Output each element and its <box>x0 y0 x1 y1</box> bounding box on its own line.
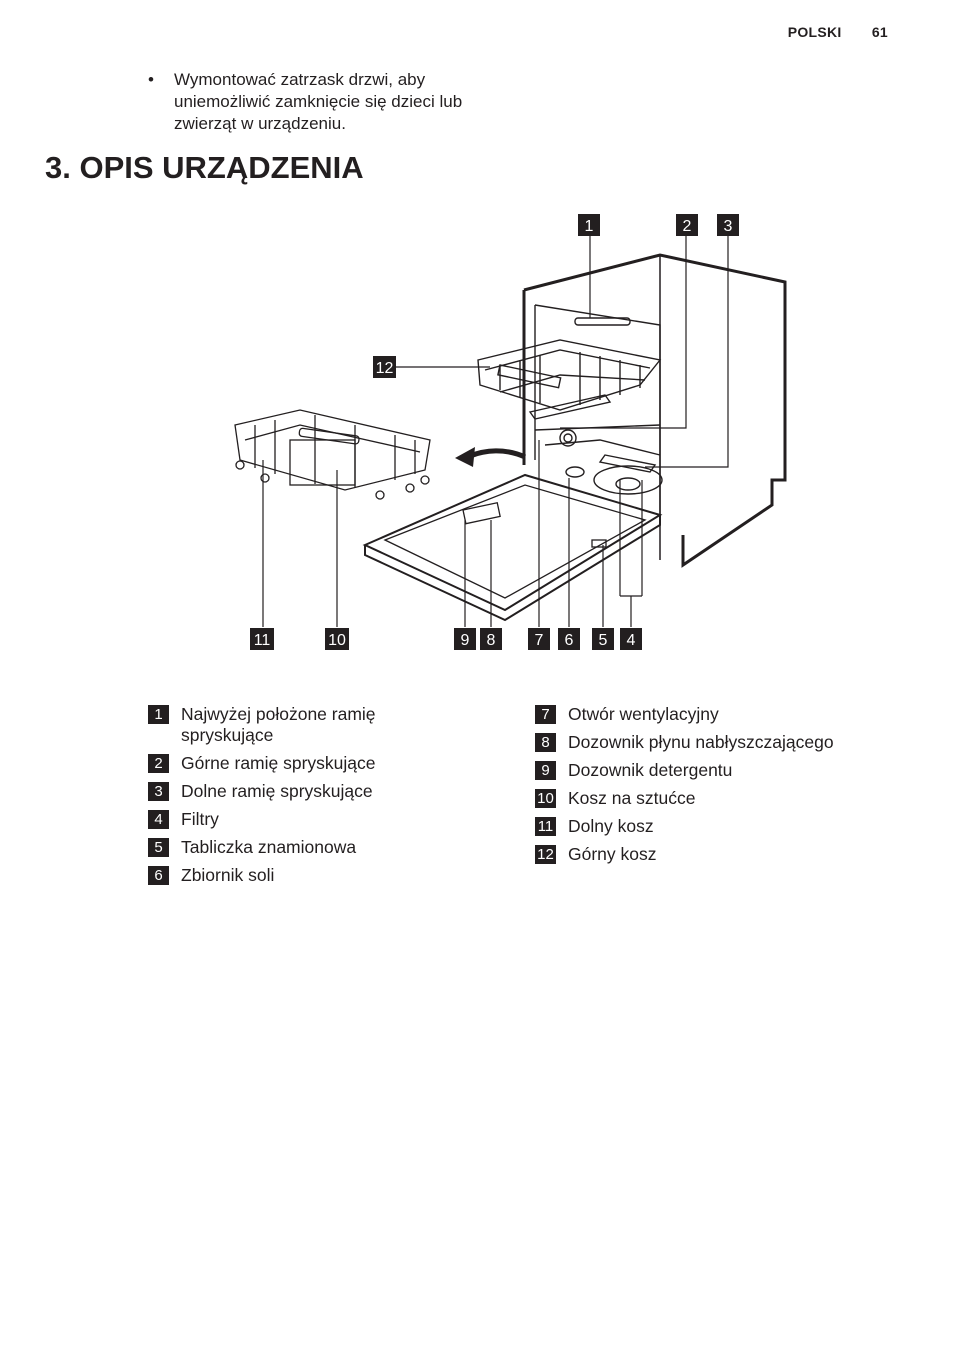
lower-basket <box>235 410 430 499</box>
svg-text:3: 3 <box>723 218 733 235</box>
legend-item-11 <box>535 816 895 837</box>
legend-text: Otwór wentylacyjny <box>568 704 719 724</box>
callout-3 <box>717 214 739 236</box>
legend-number: 6 <box>148 866 169 885</box>
legend-number: 3 <box>148 782 169 801</box>
legend-number: 8 <box>535 733 556 752</box>
legend-number: 5 <box>148 838 169 857</box>
legend-item-6 <box>148 865 448 886</box>
legend-item-1 <box>148 704 448 746</box>
legend-number: 7 <box>535 705 556 724</box>
leader-lines <box>263 234 728 627</box>
svg-text:7: 7 <box>534 632 544 649</box>
callout-12 <box>373 356 396 378</box>
page-number: 61 <box>871 24 888 40</box>
callout-2 <box>676 214 698 236</box>
legend-text: Dolne ramię spryskujące <box>181 781 373 801</box>
dishwasher-diagram <box>0 200 954 660</box>
legend-item-8 <box>535 732 895 753</box>
legend-text: Górny kosz <box>568 844 657 864</box>
legend-item-3 <box>148 781 448 802</box>
callout-5 <box>592 628 614 650</box>
legend-item-10 <box>535 788 895 809</box>
callout-1 <box>578 214 600 236</box>
callout-11 <box>250 628 274 650</box>
legend-text: Tabliczka znamionowa <box>181 837 357 857</box>
legend-text: Najwyżej położone ramię spryskujące <box>181 704 376 745</box>
legend-text: Kosz na sztućce <box>568 788 696 808</box>
svg-text:2: 2 <box>682 218 692 235</box>
legend-text: Dozownik detergentu <box>568 760 733 780</box>
callout-9 <box>454 628 476 650</box>
svg-text:11: 11 <box>253 632 271 649</box>
legend-text: Dozownik płynu nabłyszczającego <box>568 732 834 752</box>
arrow-head <box>455 447 475 467</box>
svg-text:8: 8 <box>486 632 496 649</box>
legend-number: 4 <box>148 810 169 829</box>
bullet-marker: • <box>148 70 154 89</box>
legend-text: Dolny kosz <box>568 816 654 836</box>
door-arrow <box>470 451 525 457</box>
callout-10 <box>325 628 349 650</box>
legend-text: Zbiornik soli <box>181 865 275 885</box>
legend-number: 2 <box>148 754 169 773</box>
bullet-text: Wymontować zatrzask drzwi, aby uniemożliwić zamknięcie się dzieci lub zwierząt w urządzeniu. <box>174 70 463 133</box>
legend-right <box>535 704 895 872</box>
language-label: POLSKI <box>787 24 842 40</box>
svg-text:4: 4 <box>626 632 636 649</box>
section-title: 3. OPIS URZĄDZENIA <box>45 150 364 185</box>
legend-number: 1 <box>148 705 169 724</box>
legend-item-4 <box>148 809 448 830</box>
callout-7 <box>528 628 550 650</box>
legend-item-12 <box>535 844 895 865</box>
legend-item-5 <box>148 837 448 858</box>
cutlery-basket <box>290 440 355 485</box>
dishwasher-door <box>365 475 660 620</box>
svg-text:1: 1 <box>584 218 594 235</box>
callout-6 <box>558 628 580 650</box>
callout-8 <box>480 628 502 650</box>
svg-text:10: 10 <box>328 632 346 649</box>
svg-text:9: 9 <box>460 632 470 649</box>
svg-text:5: 5 <box>598 632 608 649</box>
svg-text:6: 6 <box>564 632 574 649</box>
legend-number: 10 <box>535 789 556 808</box>
callout-4 <box>620 628 642 650</box>
legend-text: Górne ramię spryskujące <box>181 753 376 773</box>
legend-text: Filtry <box>181 809 219 829</box>
legend-item-7 <box>535 704 895 725</box>
legend-number: 9 <box>535 761 556 780</box>
legend-item-2 <box>148 753 448 774</box>
svg-text:12: 12 <box>375 360 394 377</box>
legend-left <box>148 704 448 893</box>
legend-number: 12 <box>535 845 556 864</box>
legend-item-9 <box>535 760 895 781</box>
legend-number: 11 <box>535 817 556 836</box>
page-header <box>788 24 888 40</box>
